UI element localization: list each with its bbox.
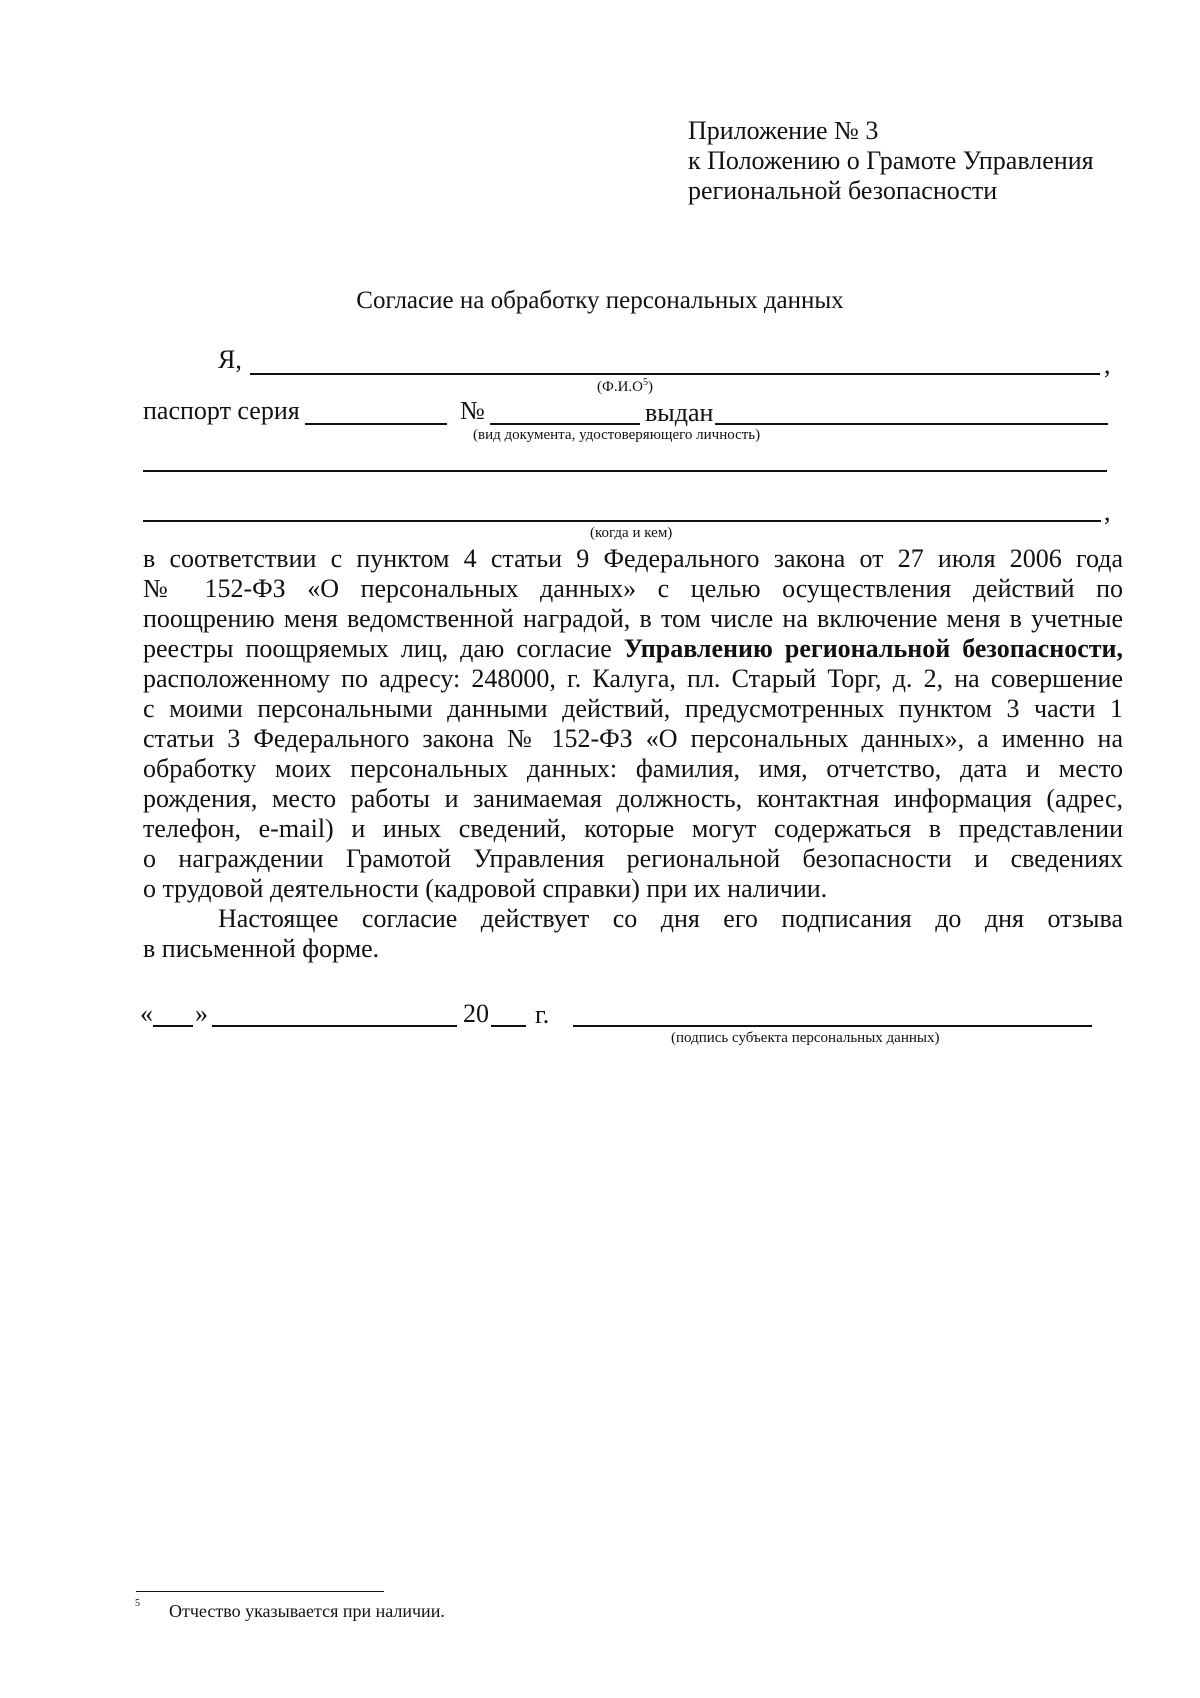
year-suffix: г. (535, 1000, 550, 1029)
issued-label: выдан (645, 398, 714, 427)
year-field-line[interactable] (491, 1025, 526, 1027)
when-and-by-whom-caption: (когда и кем) (590, 525, 673, 541)
appendix-reference-cont: региональной безопасности (688, 176, 998, 205)
issued-by-field-line[interactable] (715, 423, 1108, 425)
comma-mark: , (1104, 350, 1111, 379)
fio-field-line[interactable] (250, 373, 1100, 375)
signature-caption: (подпись субъекта персональных данных) (671, 1030, 940, 1046)
signature-field-line[interactable] (573, 1025, 1092, 1027)
body-line: статьи 3 Федерального закона № 152-ФЗ «О персональных данных», а именно на (143, 724, 1123, 753)
body-line: расположенному по адресу: 248000, г. Калуга, пл. Старый Торг, д. 2, на совершение (143, 664, 1123, 693)
validity-line: в письменной форме. (143, 934, 380, 963)
body-line: в соответствии с пунктом 4 статьи 9 Федерального закона от 27 июля 2006 года (143, 544, 1123, 573)
passport-number-label: № (460, 396, 485, 425)
validity-line: Настоящее согласие действует со дня его подписания до дня отзыва (218, 904, 1123, 933)
body-line: рождения, место работы и занимаемая должность, контактная информация (адрес, (143, 784, 1123, 813)
footnote-mark: 5 (135, 1598, 140, 1609)
passport-number-field-line[interactable] (490, 423, 640, 425)
body-line: № 152-ФЗ «О персональных данных» с целью осуществления действий по (143, 574, 1123, 603)
date-close-quote: » (195, 999, 208, 1028)
body-line: обработку моих персональных данных: фамилия, имя, отчетство, дата и место (143, 754, 1123, 783)
year-prefix: 20 (463, 999, 489, 1028)
fio-caption: $(Ф.И.О^5)$ (597, 377, 654, 395)
body-line: поощрению меня ведомственной наградой, в том числе на включение меня в учетные (143, 604, 1123, 633)
operator-name: Управлению региональной безопасности, (623, 634, 1123, 663)
ya-label: Я, (218, 345, 242, 374)
document-type-caption: (вид документа, удостоверяющего личность) (473, 427, 761, 443)
body-line-operator: реестры поощряемых лиц, даю согласие Управлению региональной безопасности, (143, 634, 1123, 663)
comma-mark: , (1104, 497, 1111, 526)
document-title: Согласие на обработку персональных данных (356, 287, 844, 314)
body-line: о трудовой деятельности (кадровой справки) при их наличии. (143, 874, 828, 903)
passport-series-field-line[interactable] (305, 423, 447, 425)
appendix-number: Приложение № 3 (688, 116, 879, 145)
date-open-quote: « (140, 999, 153, 1028)
issued-by-field-line-3[interactable] (143, 520, 1101, 522)
body-line: с моими персональными данными действий, предусмотренных пунктом 3 части 1 (143, 694, 1123, 723)
appendix-reference: к Положению о Грамоте Управления (688, 146, 1094, 175)
footnote-rule (136, 1591, 384, 1592)
month-field-line[interactable] (212, 1025, 457, 1027)
body-line: телефон, e-mail) и иных сведений, которые могут содержаться в представлении (143, 814, 1123, 843)
issued-by-field-line-2[interactable] (143, 470, 1107, 472)
appendix-header (688, 116, 1094, 206)
body-line: о награждении Грамотой Управления региональной безопасности и сведениях (143, 844, 1123, 873)
footnote-text: Отчество указывается при наличии. (169, 1601, 445, 1621)
passport-series-label: паспорт серия (143, 396, 300, 425)
day-field-line[interactable] (153, 1025, 193, 1027)
fio-footnote-mark: 5 (643, 377, 649, 388)
